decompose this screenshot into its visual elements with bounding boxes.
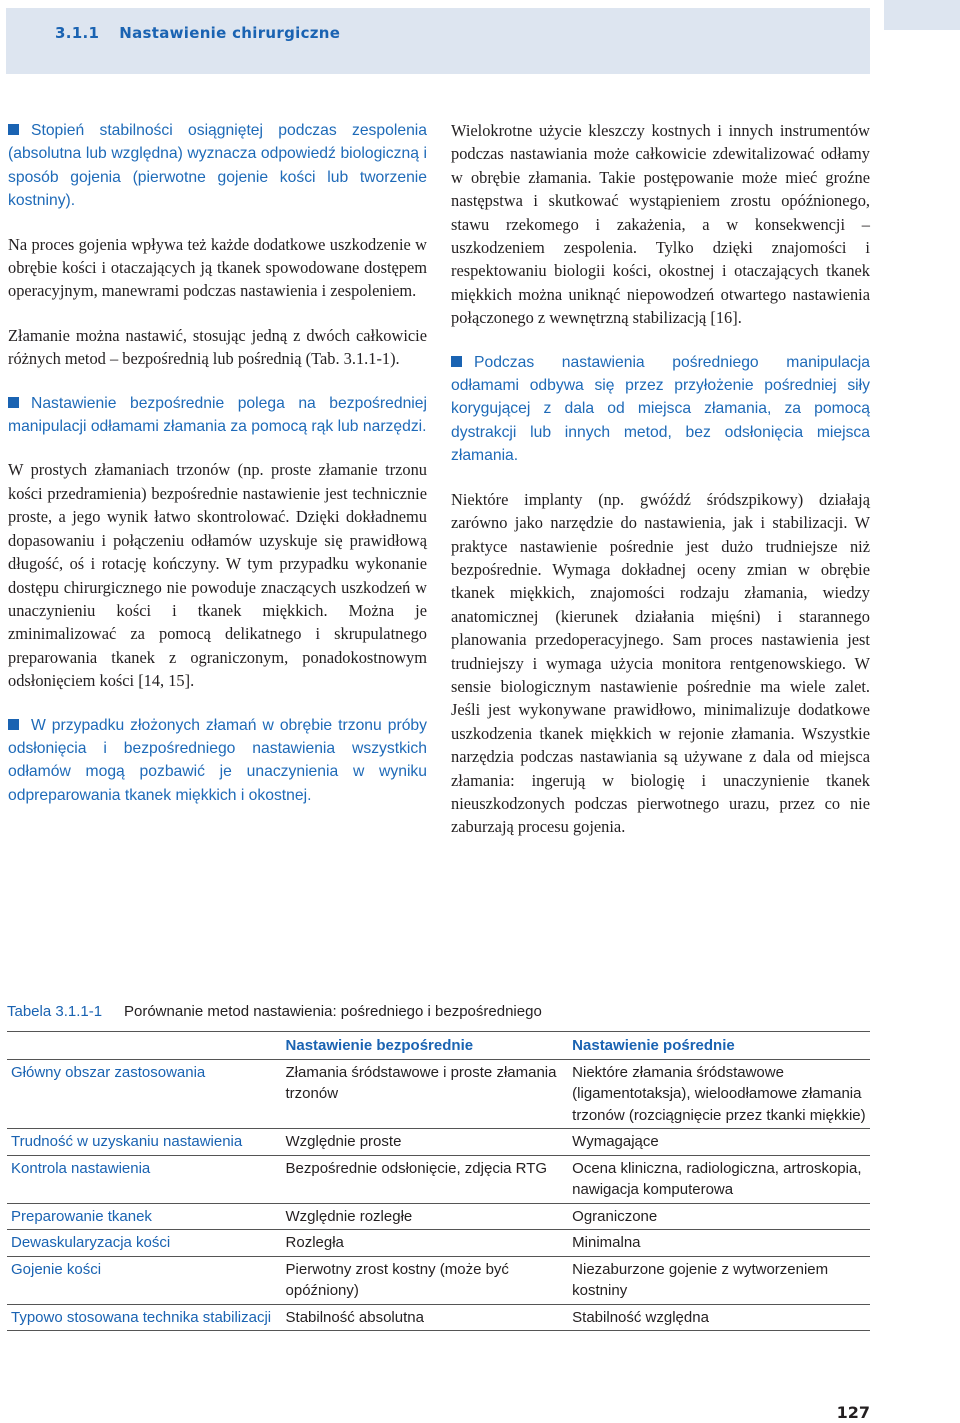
bullet-square-icon (451, 356, 462, 367)
table-label: Tabela 3.1.1-1 (7, 1003, 103, 1020)
section-number: 3.1.1 (55, 24, 100, 42)
table-cell: Pierwotny zrost kostny (może być opóźniony) (282, 1256, 569, 1304)
table-row (7, 1230, 870, 1257)
section-title: Nastawienie chirurgiczne (119, 24, 341, 42)
highlight-text: Podczas nastawienia pośredniego manipulacja odłamami odbywa się przez przyłożenie pośredniej siły korygującej z dala od miejsca złamania, za pomocą dystrakcji lub innych metod, bez odsłonięcia miejsca złamania. (451, 353, 870, 465)
table-header-cell: Nastawienie pośrednie (568, 1032, 870, 1060)
row-label: Trudność w uzyskaniu nastawienia (7, 1129, 282, 1156)
table-row (7, 1129, 870, 1156)
right-column (451, 119, 870, 860)
body-paragraph: Wielokrotne użycie kleszczy kostnych i innych instrumentów podczas nastawiania może całkowicie zdewitalizować odłamy w obrębie złamania. Takie postępowanie może mieć groźne następstwa i skutkować wystąpieniem zrostu opóźnionego, stawu rzekomego i zakażenia, a w konsekwencji – uszkodzeniem zespolenia. Tylko dzięki znajomości i respektowaniu biologii kości, okostnej i otaczających tkanek miękkich można uniknąć niepowodzeń otwartego nastawienia połączonego z wewnętrzną stabilizacją [16]. (451, 121, 870, 328)
body-paragraph: Niektóre implanty (np. gwóźdź śródszpikowy) działają zarówno jako narzędzie do nastawienia, jak i stabilizacji. W praktyce nastawienie pośrednie jest dużo trudniejsze niż bezpośrednie. Wymaga dokładnej oceny zmian w obrębie tkanek miękkich, znajomości rodzaju złamania, wiedzy anatomicznej (kierunek działania mięśni) i starannego planowania przedoperacyjnego. Sam proces nastawienia jest trudniejszy i wymaga użycia monitora rentgenowskiego. W sensie biologicznym nastawienie pośrednie ma wiele zalet. Jeśli jest wykonywane prawidłowo, minimalizuje dodatkowe uszkodzenia tkanek miękkich w rejonie złamania. Wszystkie narzędzia podczas nastawiania są używane z dala od miejsca złamania: ingerują w biologię i unaczynienie tkanek nieuszkodzonych podczas pierwotnego urazu, przez co nie zaburzają procesu gojenia. (451, 489, 870, 837)
table-caption (7, 1003, 867, 1020)
table-row (7, 1203, 870, 1230)
highlight-paragraph (451, 351, 870, 468)
comparison-table (7, 1031, 870, 1331)
row-label: Kontrola nastawienia (7, 1155, 282, 1203)
row-label: Dewaskularyzacja kości (7, 1230, 282, 1257)
row-label: Główny obszar zastosowania (7, 1059, 282, 1129)
table-row (7, 1155, 870, 1203)
table-title: Porównanie metod nastawienia: pośredniego i bezpośredniego (124, 1003, 542, 1020)
table-cell: Złamania śródstawowe i proste złamania trzonów (282, 1059, 569, 1129)
table-cell: Bezpośrednie odsłonięcie, zdjęcia RTG (282, 1155, 569, 1203)
highlight-text: W przypadku złożonych złamań w obrębie trzonu próby odsłonięcia i bezpośredniego nastawienia wszystkich odłamów mogą pozbawić je unaczynienia w wyniku odpreparowania tkanek miękkich i okostnej. (8, 716, 427, 804)
table-cell: Ocena kliniczna, radiologiczna, artroskopia, nawigacja komputerowa (568, 1155, 870, 1203)
table-row (7, 1304, 870, 1331)
table-header-cell (7, 1032, 282, 1060)
body-paragraph: W prostych złamaniach trzonów (np. proste złamanie trzonu kości przedramienia) bezpośrednie nastawienie jest technicznie proste, a jego wynik łatwo skontrolować. Dzięki dokładnemu dopasowaniu i połączeniu odłamów uzyskuje się prawidłową długość, oś i rotację kończyny. W tym przypadku wykonanie dostępu chirurgicznego nie powoduje znaczących uszkodzeń w unaczynieniu kości i tkanek miękkich. Można je zminimalizować za pomocą delikatnego i skrupulatnego preparowania tkanek z ograniczonym, ponadokostnowym odsłonięciem kości [14, 15]. (8, 460, 427, 691)
body-paragraph: Na proces gojenia wpływa też każde dodatkowe uszkodzenie w obrębie kości i otaczających ją tkanek spowodowane dostępem operacyjnym, manewrami podczas nastawienia i zespoleniem. (8, 234, 427, 301)
table-cell: Względnie proste (282, 1129, 569, 1156)
table-cell: Niektóre złamania śródstawowe (ligamentotaksja), wieloodłamowe złamania trzonów (rozciągnięcie przez tkanki miękkie) (568, 1059, 870, 1129)
table-cell: Stabilność względna (568, 1304, 870, 1331)
table-cell: Niezaburzone gojenie z wytworzeniem kostniny (568, 1256, 870, 1304)
bullet-square-icon (8, 124, 19, 135)
row-label: Gojenie kości (7, 1256, 282, 1304)
table-row (7, 1059, 870, 1129)
table-header-cell: Nastawienie bezpośrednie (282, 1032, 569, 1060)
bullet-square-icon (8, 397, 19, 408)
row-label: Typowo stosowana technika stabilizacji (7, 1304, 282, 1331)
highlight-text: Nastawienie bezpośrednie polega na bezpośredniej manipulacji odłamami złamania za pomocą rąk lub narzędzi. (8, 394, 427, 436)
bullet-square-icon (8, 719, 19, 730)
table-cell: Względnie rozległe (282, 1203, 569, 1230)
corner-tab (884, 0, 960, 30)
section-heading (55, 24, 340, 42)
table-row (7, 1256, 870, 1304)
table-cell: Wymagające (568, 1129, 870, 1156)
highlight-paragraph (8, 392, 427, 439)
left-column (8, 119, 427, 827)
highlight-text: Stopień stabilności osiągniętej podczas zespolenia (absolutna lub względna) wyznacza odpowiedź biologiczną i sposób gojenia (pierwotne gojenie kości lub tworzenie kostniny). (8, 122, 427, 210)
table-cell: Rozległa (282, 1230, 569, 1257)
table-cell: Minimalna (568, 1230, 870, 1257)
body-paragraph: Złamanie można nastawić, stosując jedną z dwóch całkowicie różnych metod – bezpośrednią lub pośrednią (Tab. 3.1.1-1). (8, 325, 427, 369)
table-header-row (7, 1032, 870, 1060)
row-label: Preparowanie tkanek (7, 1203, 282, 1230)
highlight-paragraph (8, 119, 427, 213)
page-number: 127 (836, 1403, 870, 1422)
table-cell: Stabilność absolutna (282, 1304, 569, 1331)
table-cell: Ograniczone (568, 1203, 870, 1230)
highlight-paragraph (8, 714, 427, 808)
